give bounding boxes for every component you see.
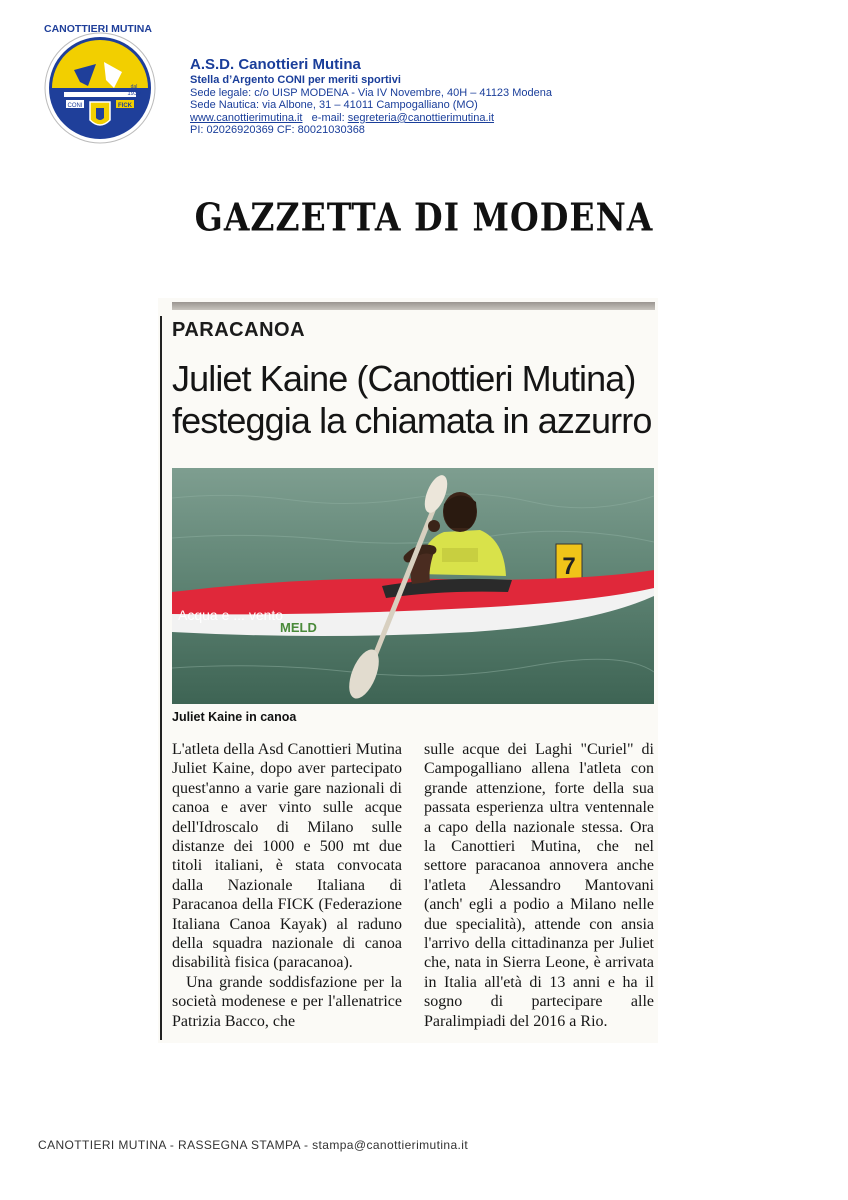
email-link[interactable]: segreteria@canottierimutina.it: [347, 111, 495, 124]
logo-year: 1930: [127, 91, 141, 97]
logo-text-left: CONI: [67, 103, 83, 109]
logo-text-top: CANOTTIERI MUTINA: [44, 23, 152, 35]
nautical-address: Sede Nautica: via Albone, 31 – 41011 Campogalliano (MO): [190, 99, 478, 112]
clipping-top-rule: [172, 302, 655, 310]
email-label: e-mail:: [302, 111, 348, 124]
bib-number: 7: [562, 553, 576, 580]
column-1-paragraph-1: L'atleta della Asd Canottieri Mutina Juliet Kaine, dopo aver partecipato quest'anno a varie gare nazionali di canoa e aver vinto sulle acque dell'Idroscalo di Milano sulle distanze dei 1000 e 500 mt due titoli italiani, è stata convocata dalla Nazionale Italiana di Paracanoa della FICK (Federazione Italiana Canoa Kayak) al raduno della squadra nazionale di canoa disabilità fisica (paracanoa).: [172, 741, 402, 972]
headline-line-1: Juliet Kaine (Canottieri Mutina): [172, 358, 636, 399]
article-kicker: PARACANOA: [172, 319, 306, 341]
legal-address: Sede legale: c/o UISP MODENA - Via IV Novembre, 40H – 41123 Modena: [190, 86, 552, 99]
contact-line: [190, 112, 552, 125]
article-photo: [172, 468, 654, 704]
clipping-left-rule: [160, 316, 162, 1040]
kayak-text: Acqua e ... vento: [178, 607, 284, 623]
club-name: A.S.D. Canottieri Mutina: [190, 56, 361, 73]
kayak-brand: MELD: [280, 620, 317, 635]
column-2-paragraph-1: sulle acque dei Laghi "Curiel" di Campogalliano allena l'atleta con grande attenzione, forte della sua passata esperienza ultra ventennale a capo della nazionale stessa. Ora la Canottieri Mutina, che nel settore paracanoa annovera anche l'atleta Alessandro Mantovani (anch' egli a podio a Milano nelle due specialità), attende con ansia l'arrivo della cittadinanza per Juliet che, nata in Sierra Leone, è arrivata in Italia all'età di 13 anni e ha il sogno di partecipare alle Paralimpiadi del 2016 a Rio.: [424, 741, 654, 1030]
article-column-1: [172, 740, 402, 1031]
newspaper-masthead: GAZZETTA DI MODENA: [194, 195, 654, 240]
website-link[interactable]: www.canottierimutina.it: [190, 111, 303, 124]
page-footer: CANOTTIERI MUTINA - RASSEGNA STAMPA - stampa@canottierimutina.it: [38, 1138, 469, 1152]
headline-line-2: festeggia la chiamata in azzurro: [172, 400, 652, 441]
newspaper-clipping: [158, 298, 658, 1043]
article-headline: [172, 358, 658, 442]
club-logo: [44, 23, 156, 144]
logo-text-right: FICK: [118, 103, 132, 109]
photo-caption: Juliet Kaine in canoa: [172, 710, 297, 724]
column-1-paragraph-2: Una grande soddisfazione per la società modenese e per l'allenatrice Patrizia Bacco, che: [172, 973, 402, 1030]
tax-codes: PI: 02026920369 CF: 80021030368: [190, 124, 365, 137]
club-award: Stella d’Argento CONI per meriti sportivi: [190, 74, 401, 86]
article-column-2: [424, 740, 654, 1031]
letterhead: [190, 56, 552, 137]
logo-year-label: dal: [130, 84, 138, 90]
